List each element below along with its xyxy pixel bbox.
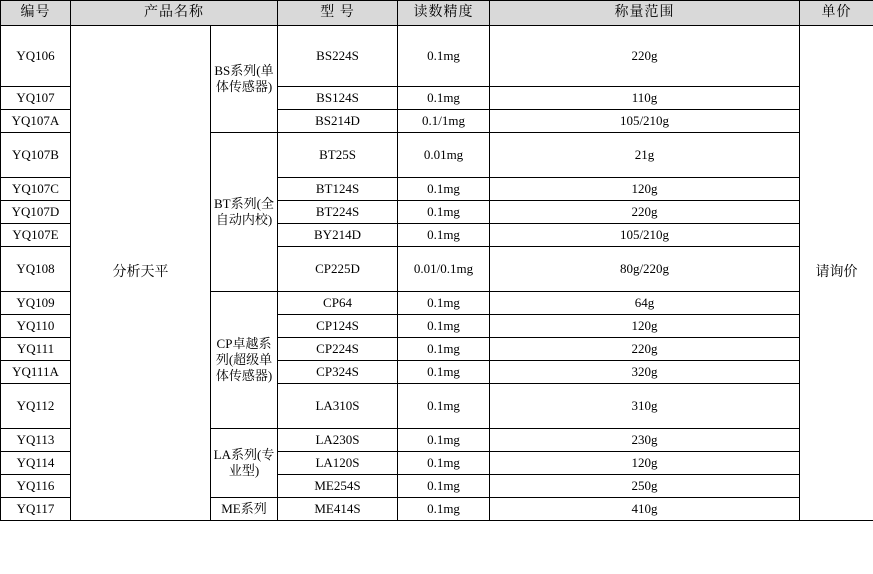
cell-model: LA120S bbox=[278, 452, 398, 475]
cell-precision: 0.1/1mg bbox=[398, 110, 490, 133]
cell-range: 220g bbox=[490, 26, 800, 87]
cell-model: CP124S bbox=[278, 315, 398, 338]
cell-code: YQ107C bbox=[1, 178, 71, 201]
cell-range: 110g bbox=[490, 87, 800, 110]
cell-precision: 0.1mg bbox=[398, 452, 490, 475]
cell-precision: 0.01mg bbox=[398, 133, 490, 178]
cell-range: 120g bbox=[490, 452, 800, 475]
header-code: 编号 bbox=[1, 1, 71, 26]
cell-model: CP324S bbox=[278, 361, 398, 384]
cell-model: BS124S bbox=[278, 87, 398, 110]
cell-series-name: BT系列(全自动内校) bbox=[211, 133, 278, 292]
cell-code: YQ112 bbox=[1, 384, 71, 429]
cell-model: CP64 bbox=[278, 292, 398, 315]
cell-range: 250g bbox=[490, 475, 800, 498]
cell-range: 64g bbox=[490, 292, 800, 315]
cell-model: BS214D bbox=[278, 110, 398, 133]
cell-range: 230g bbox=[490, 429, 800, 452]
cell-precision: 0.1mg bbox=[398, 315, 490, 338]
cell-model: BT25S bbox=[278, 133, 398, 178]
table-header bbox=[1, 1, 873, 26]
cell-model: CP225D bbox=[278, 247, 398, 292]
cell-range: 310g bbox=[490, 384, 800, 429]
cell-range: 220g bbox=[490, 338, 800, 361]
cell-code: YQ107A bbox=[1, 110, 71, 133]
cell-precision: 0.1mg bbox=[398, 178, 490, 201]
cell-precision: 0.01/0.1mg bbox=[398, 247, 490, 292]
header-row bbox=[1, 1, 873, 26]
header-model: 型 号 bbox=[278, 1, 398, 26]
cell-precision: 0.1mg bbox=[398, 292, 490, 315]
cell-code: YQ107D bbox=[1, 201, 71, 224]
cell-code: YQ113 bbox=[1, 429, 71, 452]
cell-range: 21g bbox=[490, 133, 800, 178]
cell-precision: 0.1mg bbox=[398, 224, 490, 247]
cell-code: YQ106 bbox=[1, 26, 71, 87]
cell-code: YQ107B bbox=[1, 133, 71, 178]
cell-code: YQ107 bbox=[1, 87, 71, 110]
cell-range: 220g bbox=[490, 201, 800, 224]
cell-range: 105/210g bbox=[490, 224, 800, 247]
cell-model: BY214D bbox=[278, 224, 398, 247]
cell-code: YQ110 bbox=[1, 315, 71, 338]
cell-precision: 0.1mg bbox=[398, 475, 490, 498]
cell-model: LA310S bbox=[278, 384, 398, 429]
cell-precision: 0.1mg bbox=[398, 429, 490, 452]
cell-code: YQ114 bbox=[1, 452, 71, 475]
cell-code: YQ108 bbox=[1, 247, 71, 292]
cell-precision: 0.1mg bbox=[398, 201, 490, 224]
cell-range: 105/210g bbox=[490, 110, 800, 133]
cell-model: CP224S bbox=[278, 338, 398, 361]
cell-range: 410g bbox=[490, 498, 800, 521]
header-precision: 读数精度 bbox=[398, 1, 490, 26]
cell-precision: 0.1mg bbox=[398, 384, 490, 429]
cell-series-name: ME系列 bbox=[211, 498, 278, 521]
cell-model: BT124S bbox=[278, 178, 398, 201]
cell-series-name: LA系列(专业型) bbox=[211, 429, 278, 498]
cell-series-name: BS系列(单体传感器) bbox=[211, 26, 278, 133]
cell-product-name: 分析天平 bbox=[71, 26, 211, 521]
cell-precision: 0.1mg bbox=[398, 26, 490, 87]
cell-code: YQ111A bbox=[1, 361, 71, 384]
cell-code: YQ111 bbox=[1, 338, 71, 361]
cell-model: LA230S bbox=[278, 429, 398, 452]
cell-range: 320g bbox=[490, 361, 800, 384]
cell-model: ME414S bbox=[278, 498, 398, 521]
cell-range: 120g bbox=[490, 178, 800, 201]
cell-code: YQ107E bbox=[1, 224, 71, 247]
cell-code: YQ117 bbox=[1, 498, 71, 521]
cell-model: BT224S bbox=[278, 201, 398, 224]
cell-precision: 0.1mg bbox=[398, 361, 490, 384]
header-product-name: 产品名称 bbox=[71, 1, 278, 26]
table-body bbox=[1, 26, 873, 521]
cell-range: 120g bbox=[490, 315, 800, 338]
cell-model: BS224S bbox=[278, 26, 398, 87]
cell-precision: 0.1mg bbox=[398, 338, 490, 361]
cell-precision: 0.1mg bbox=[398, 87, 490, 110]
cell-code: YQ109 bbox=[1, 292, 71, 315]
cell-unit-price: 请询价 bbox=[800, 26, 873, 521]
cell-model: ME254S bbox=[278, 475, 398, 498]
cell-range: 80g/220g bbox=[490, 247, 800, 292]
header-unit-price: 单价 bbox=[800, 1, 873, 26]
cell-series-name: CP卓越系列(超级单体传感器) bbox=[211, 292, 278, 429]
cell-precision: 0.1mg bbox=[398, 498, 490, 521]
cell-code: YQ116 bbox=[1, 475, 71, 498]
header-range: 称量范围 bbox=[490, 1, 800, 26]
table-row bbox=[1, 26, 873, 87]
